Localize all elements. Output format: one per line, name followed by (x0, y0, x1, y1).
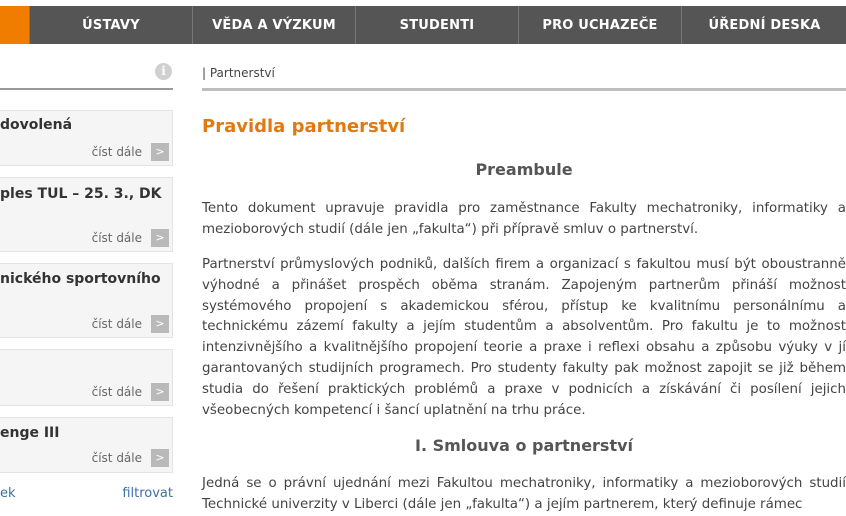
sidebar-divider (0, 88, 173, 90)
nav-home-accent[interactable] (0, 6, 29, 44)
page-title: Pravidla partnerství (202, 116, 406, 137)
news-item[interactable] (0, 177, 173, 252)
news-title[interactable]: nického sportovního (0, 271, 161, 287)
nav-item-studenti[interactable]: STUDENTI (355, 6, 518, 44)
news-item[interactable] (0, 263, 173, 338)
read-more-link[interactable]: číst dále (91, 451, 142, 465)
read-more-link[interactable]: číst dále (91, 385, 142, 399)
read-more-link[interactable]: číst dále (91, 231, 142, 245)
section-heading: I. Smlouva o partnerství (414, 436, 634, 455)
chevron-right-icon[interactable]: > (151, 315, 169, 333)
chevron-right-icon[interactable]: > (151, 229, 169, 247)
breadcrumb[interactable]: | Partnerství (202, 66, 275, 80)
read-more-link[interactable]: číst dále (91, 145, 142, 159)
info-icon[interactable] (155, 63, 172, 80)
breadcrumb-divider (202, 88, 846, 91)
archive-link[interactable]: ek (0, 486, 16, 501)
nav-item-veda-a-vyzkum[interactable]: VĚDA A VÝZKUM (192, 6, 355, 44)
nav-item-uredni-deska[interactable]: ÚŘEDNÍ DESKA (681, 6, 846, 44)
paragraph-partnership: Partnerství průmyslových podniků, dalších firem a organizací s fakultou musí být oboustranně výhodné a přinášet prospěch oběma stranám. Zapojeným partnerům přináší možnost systémového propojení s akademickou sférou, přístup ke kvalitnímu personálnímu a technickému zázemí fakulty a jejím studentům a absolventům. Pro fakultu je to možnost intenzivnějšího a kvalitnějšího propojení teorie a praxe i reflexi obsahu a způsobu výuky v jí garantovaných studijních programech. Pro studenty fakulty pak možnost zapojit se již během studia do řešení praktických problémů a praxe v podnicích a získávání či posílení jejich všeobecných kompetencí i šancí uplatnění na trhu práce. (202, 257, 846, 418)
paragraph-contract: Jedná se o právní ujednání mezi Fakultou mechatroniky, informatiky a mezioborových studií Technické univerzity v Liberci (dále jen „fakulta“) a jejím partnerem, který definuje rámec (202, 476, 846, 512)
preambule-heading: Preambule (475, 160, 573, 179)
news-item[interactable] (0, 349, 173, 406)
news-title[interactable]: ples TUL – 25. 3., DK (0, 186, 162, 202)
chevron-right-icon[interactable]: > (151, 383, 169, 401)
nav-item-pro-uchazece[interactable]: PRO UCHAZEČE (518, 6, 681, 44)
chevron-right-icon[interactable]: > (151, 449, 169, 467)
read-more-link[interactable]: číst dále (91, 317, 142, 331)
news-item[interactable] (0, 110, 173, 166)
news-title[interactable]: enge III (0, 425, 60, 441)
nav-item-ustavy[interactable]: ÚSTAVY (29, 6, 192, 44)
paragraph-intro: Tento dokument upravuje pravidla pro zaměstnance Fakulty mechatroniky, informatiky a mezioborových studií (dále jen „fakulta“) při přípravě smluv o partnerství. (202, 201, 846, 237)
chevron-right-icon[interactable]: > (151, 143, 169, 161)
news-item[interactable] (0, 417, 173, 473)
news-title[interactable]: dovolená (0, 117, 73, 133)
filter-link[interactable]: filtrovat (122, 486, 173, 501)
